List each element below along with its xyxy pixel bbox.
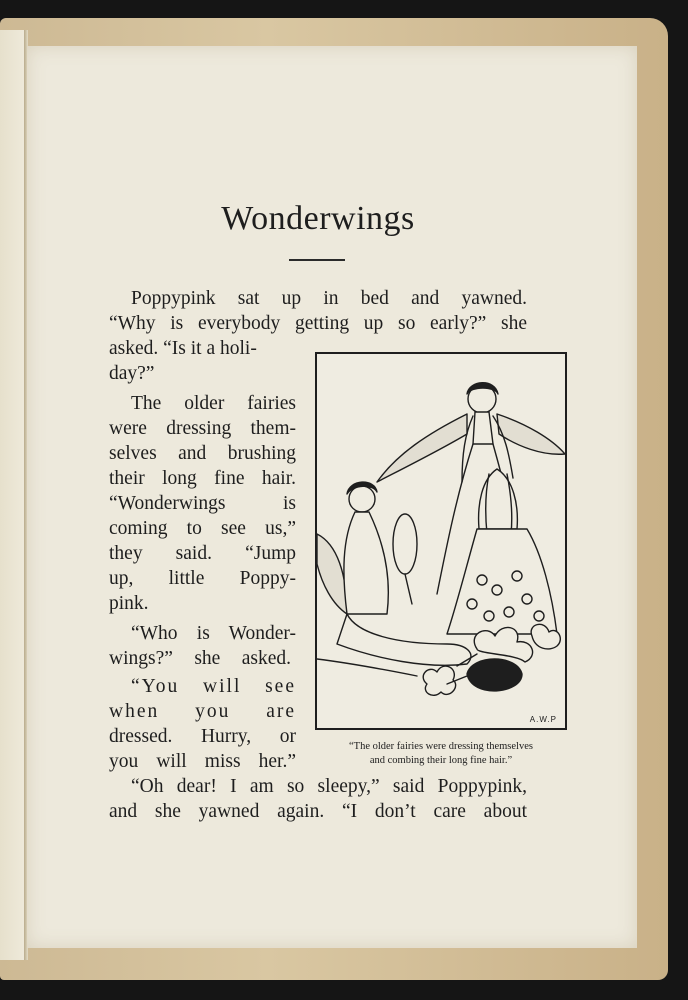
text-line: pink. <box>109 593 149 614</box>
text-line: selves and brushing <box>109 443 296 464</box>
fairies-drawing <box>317 354 565 728</box>
text-line: when you are <box>109 701 296 722</box>
text-line: “Why is everybody getting up so early?” she <box>109 313 527 334</box>
text-line: they said. “Jump <box>109 543 296 564</box>
text-line: you will miss her.” <box>109 751 296 772</box>
text-line: The older fairies <box>131 393 296 414</box>
text-line: dressed. Hurry, or <box>109 726 296 747</box>
text-line: coming to see us,” <box>109 518 296 539</box>
text-line: asked. “Is it a holi- <box>109 338 257 359</box>
text-line: “You will see <box>131 676 296 697</box>
text-line: “Wonderwings is <box>109 493 296 514</box>
text-line: were dressing them- <box>109 418 296 439</box>
text-line: up, little Poppy- <box>109 568 296 589</box>
title-rule <box>289 259 345 261</box>
text-line: their long fine hair. <box>109 468 296 489</box>
caption-line-1: “The older fairies were dressing themselves <box>349 741 533 752</box>
chapter-title: Wonderwings <box>221 200 415 237</box>
caption-line-2: and combing their long fine hair.” <box>369 755 513 766</box>
left-page-edge <box>0 30 27 960</box>
illustrator-signature: A.W.P <box>529 715 557 724</box>
text-line: wings?” she asked. <box>109 648 291 669</box>
text-line: and she yawned again. “I don’t care about <box>109 801 527 822</box>
text-line: “Who is Wonder- <box>131 623 296 644</box>
text-line: “Oh dear! I am so sleepy,” said Poppypink, <box>131 776 527 797</box>
text-line: Poppypink sat up in bed and yawned. <box>131 288 527 309</box>
text-line: day?” <box>109 363 155 384</box>
fairies-illustration <box>315 352 567 730</box>
